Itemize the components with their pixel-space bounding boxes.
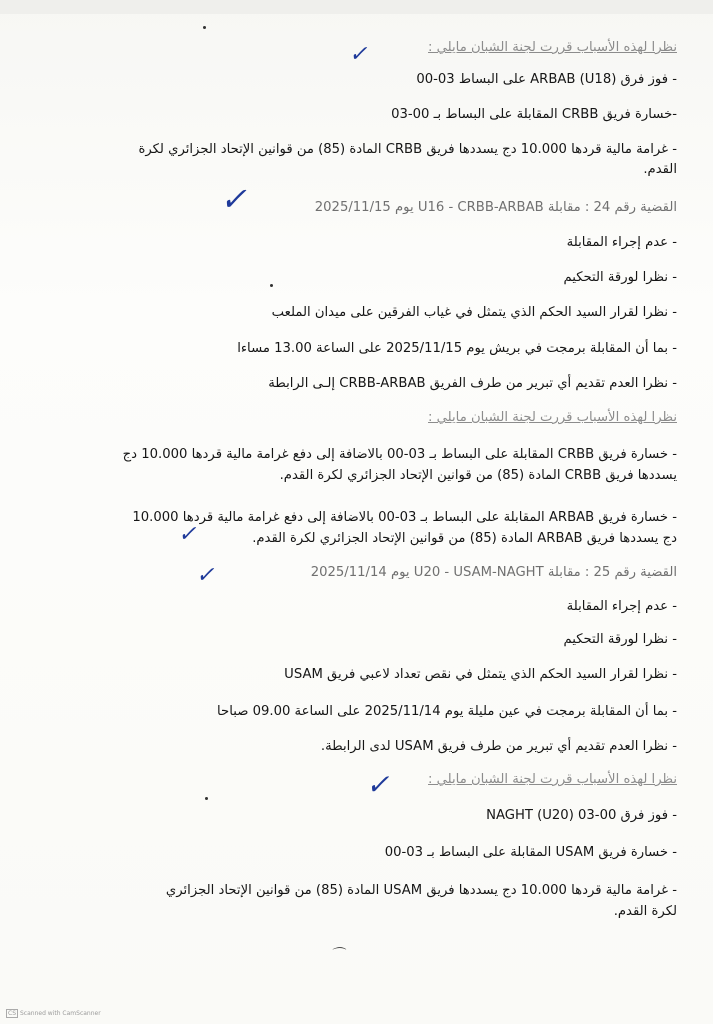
decision-line: - فوز فرق NAGHT (U20) 03-00 xyxy=(486,808,677,823)
decision-line: - غرامة مالية قردها 10.000 دج يسددها فريق CRBB المادة (85) من قوانين الإتحاد الجزائري لكرة xyxy=(138,142,677,157)
decision-line: - خسارة فريق ARBAB المقابلة على البساط بـ 03-00 بالاضافة إلى دفع غرامة مالية قردها 10.000 xyxy=(132,510,677,525)
decision-heading: نظرا لهذه الأسباب قررت لجنة الشبان مايلي : xyxy=(428,410,677,425)
check-mark-icon: ✓ xyxy=(196,563,215,588)
ink-dot xyxy=(203,26,206,29)
scan-top-band xyxy=(0,0,713,14)
case-line: - عدم إجراء المقابلة xyxy=(566,235,677,250)
decision-line-cont: دج يسددها فريق ARBAB المادة (85) من قوانين الإتحاد الجزائري لكرة القدم. xyxy=(252,531,677,546)
case-line: - نظرا لقرار السيد الحكم الذي يتمثل في غياب الفرقين على ميدان الملعب xyxy=(271,305,677,320)
case-line: - نظرا العدم تقديم أي تبرير من طرف فريق USAM لدى الرابطة. xyxy=(320,739,677,754)
watermark-text: Scanned with CamScanner xyxy=(20,1010,101,1017)
decision-line: - غرامة مالية قردها 10.000 دج يسددها فريق USAM المادة (85) من قوانين الإتحاد الجزائري xyxy=(165,883,677,898)
case-25-title: القضية رقم 25 : مقابلة U20 - USAM-NAGHT يوم 2025/11/14 xyxy=(310,565,677,580)
case-24-title: القضية رقم 24 : مقابلة U16 - CRBB-ARBAB يوم 2025/11/15 xyxy=(314,200,677,215)
decision-line-cont: يسددها فريق CRBB المادة (85) من قوانين الإتحاد الجزائري لكرة القدم. xyxy=(279,468,677,483)
case-line: - نظرا لقرار السيد الحكم الذي يتمثل في نقص تعداد لاعبي فريق USAM xyxy=(284,667,677,682)
check-mark-icon: ✓ xyxy=(366,768,390,801)
decision-line: - خسارة فريق USAM المقابلة على البساط بـ 03-00 xyxy=(384,845,677,860)
check-mark-icon: ✓ xyxy=(220,180,247,218)
camscanner-watermark xyxy=(6,1009,101,1018)
check-mark-icon: ✓ xyxy=(349,42,368,67)
decision-heading: نظرا لهذه الأسباب قررت لجنة الشبان مايلي : xyxy=(428,772,677,787)
camscanner-logo-icon: CS xyxy=(8,1010,16,1017)
case-line: - بما أن المقابلة برمجت في بريش يوم 2025/11/15 على الساعة 13.00 مساءا xyxy=(237,341,677,356)
case-line: - نظرا لورقة التحكيم xyxy=(563,270,677,285)
decision-line-cont: لكرة القدم. xyxy=(613,904,677,919)
ink-dot xyxy=(205,797,208,800)
decision-line: - خسارة فريق CRBB المقابلة على البساط بـ 03-00 بالاضافة إلى دفع غرامة مالية قردها 10.000 دج xyxy=(122,447,677,462)
case-line: - عدم إجراء المقابلة xyxy=(566,599,677,614)
decision-line: -خسارة فريق CRBB المقابلة على البساط بـ 00-03 xyxy=(391,107,677,122)
decision-heading: نظرا لهذه الأسباب قررت لجنة الشبان مايلي : xyxy=(428,40,677,55)
ink-mark-icon: ⌒ xyxy=(330,947,344,963)
case-line: - بما أن المقابلة برمجت في عين مليلة يوم 2025/11/14 على الساعة 09.00 صباحا xyxy=(217,704,677,719)
check-mark-icon: ✓ xyxy=(178,522,197,547)
case-line: - نظرا العدم تقديم أي تبرير من طرف الفريق CRBB-ARBAB إلـى الرابطة xyxy=(268,376,677,391)
case-line: - نظرا لورقة التحكيم xyxy=(563,632,677,647)
decision-line-cont: القدم. xyxy=(643,162,677,177)
decision-line: - فوز فرق ARBAB (U18) على البساط 03-00 xyxy=(416,72,677,87)
